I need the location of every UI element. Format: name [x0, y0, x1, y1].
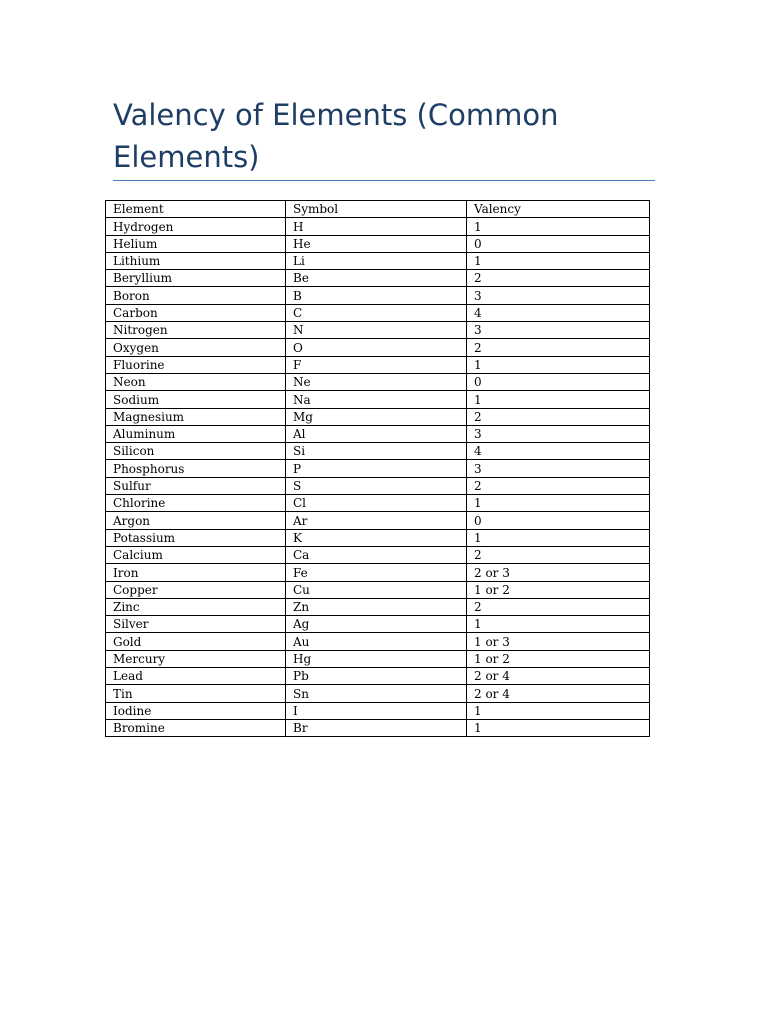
- table-row: [106, 460, 650, 477]
- symbol-cell: Hg: [286, 650, 467, 667]
- symbol-cell: O: [286, 339, 467, 356]
- valency-cell: 3: [467, 460, 650, 477]
- valency-table: [105, 200, 650, 737]
- valency-cell: 1: [467, 252, 650, 269]
- valency-cell: 0: [467, 235, 650, 252]
- symbol-cell: He: [286, 235, 467, 252]
- valency-cell: 4: [467, 304, 650, 321]
- element-cell: Neon: [106, 373, 286, 390]
- valency-cell: 2: [467, 546, 650, 563]
- symbol-cell: Ag: [286, 616, 467, 633]
- symbol-cell: Cl: [286, 495, 467, 512]
- symbol-cell: B: [286, 287, 467, 304]
- valency-cell: 0: [467, 373, 650, 390]
- element-cell: Sodium: [106, 391, 286, 408]
- valency-cell: 2: [467, 408, 650, 425]
- symbol-cell: N: [286, 322, 467, 339]
- page-title: Valency of Elements (Common Elements): [113, 98, 559, 174]
- table-row: [106, 512, 650, 529]
- table-row: [106, 529, 650, 546]
- element-cell: Hydrogen: [106, 218, 286, 235]
- table-row: [106, 650, 650, 667]
- table-row: [106, 425, 650, 442]
- table-row: [106, 408, 650, 425]
- symbol-cell: Si: [286, 443, 467, 460]
- symbol-cell: K: [286, 529, 467, 546]
- symbol-cell: Li: [286, 252, 467, 269]
- table-row: [106, 304, 650, 321]
- element-cell: Helium: [106, 235, 286, 252]
- element-cell: Chlorine: [106, 495, 286, 512]
- symbol-cell: Al: [286, 425, 467, 442]
- table-row: [106, 373, 650, 390]
- element-cell: Copper: [106, 581, 286, 598]
- table-row: [106, 339, 650, 356]
- element-cell: Potassium: [106, 529, 286, 546]
- table-row: [106, 235, 650, 252]
- valency-cell: 1: [467, 702, 650, 719]
- element-cell: Fluorine: [106, 356, 286, 373]
- element-cell: Calcium: [106, 546, 286, 563]
- table-row: [106, 443, 650, 460]
- element-cell: Lead: [106, 668, 286, 685]
- table-row: [106, 702, 650, 719]
- symbol-cell: Ar: [286, 512, 467, 529]
- valency-cell: 1: [467, 356, 650, 373]
- valency-cell: 1: [467, 495, 650, 512]
- valency-cell: 1: [467, 719, 650, 736]
- table-body: [106, 201, 650, 737]
- element-cell: Magnesium: [106, 408, 286, 425]
- element-cell: Carbon: [106, 304, 286, 321]
- valency-cell: 0: [467, 512, 650, 529]
- symbol-cell: Cu: [286, 581, 467, 598]
- valency-cell: 2: [467, 270, 650, 287]
- element-cell: Iodine: [106, 702, 286, 719]
- table-row: [106, 356, 650, 373]
- table-row: [106, 322, 650, 339]
- symbol-cell: H: [286, 218, 467, 235]
- element-cell: Argon: [106, 512, 286, 529]
- symbol-cell: I: [286, 702, 467, 719]
- element-cell: Nitrogen: [106, 322, 286, 339]
- symbol-cell: Ne: [286, 373, 467, 390]
- valency-cell: 1: [467, 529, 650, 546]
- symbol-cell: Pb: [286, 668, 467, 685]
- table-row: [106, 270, 650, 287]
- table-row: [106, 477, 650, 494]
- symbol-cell: Na: [286, 391, 467, 408]
- header-valency: Valency: [467, 201, 650, 218]
- element-cell: Oxygen: [106, 339, 286, 356]
- valency-cell: 1: [467, 391, 650, 408]
- table-row: [106, 252, 650, 269]
- valency-cell: 2: [467, 339, 650, 356]
- table-row: [106, 546, 650, 563]
- header-element: Element: [106, 201, 286, 218]
- element-cell: Beryllium: [106, 270, 286, 287]
- valency-cell: 2 or 3: [467, 564, 650, 581]
- symbol-cell: Br: [286, 719, 467, 736]
- symbol-cell: Be: [286, 270, 467, 287]
- title-underline: [113, 180, 655, 181]
- symbol-cell: Mg: [286, 408, 467, 425]
- table-row: [106, 719, 650, 736]
- element-cell: Aluminum: [106, 425, 286, 442]
- table-row: [106, 287, 650, 304]
- table-row: [106, 564, 650, 581]
- element-cell: Zinc: [106, 598, 286, 615]
- symbol-cell: Ca: [286, 546, 467, 563]
- element-cell: Tin: [106, 685, 286, 702]
- valency-cell: 1 or 3: [467, 633, 650, 650]
- symbol-cell: S: [286, 477, 467, 494]
- symbol-cell: Au: [286, 633, 467, 650]
- symbol-cell: C: [286, 304, 467, 321]
- symbol-cell: P: [286, 460, 467, 477]
- symbol-cell: Sn: [286, 685, 467, 702]
- valency-cell: 2 or 4: [467, 685, 650, 702]
- table-row: [106, 581, 650, 598]
- valency-cell: 3: [467, 322, 650, 339]
- element-cell: Silicon: [106, 443, 286, 460]
- element-cell: Lithium: [106, 252, 286, 269]
- table-row: [106, 598, 650, 615]
- symbol-cell: F: [286, 356, 467, 373]
- valency-cell: 4: [467, 443, 650, 460]
- valency-cell: 3: [467, 287, 650, 304]
- table-row: [106, 633, 650, 650]
- table-header-row: [106, 201, 650, 218]
- valency-cell: 1: [467, 616, 650, 633]
- element-cell: Phosphorus: [106, 460, 286, 477]
- element-cell: Iron: [106, 564, 286, 581]
- table-row: [106, 391, 650, 408]
- table-row: [106, 495, 650, 512]
- valency-cell: 2: [467, 477, 650, 494]
- valency-cell: 1: [467, 218, 650, 235]
- valency-cell: 1 or 2: [467, 581, 650, 598]
- symbol-cell: Zn: [286, 598, 467, 615]
- valency-cell: 3: [467, 425, 650, 442]
- valency-cell: 2: [467, 598, 650, 615]
- table-row: [106, 668, 650, 685]
- element-cell: Mercury: [106, 650, 286, 667]
- table-row: [106, 685, 650, 702]
- element-cell: Gold: [106, 633, 286, 650]
- element-cell: Silver: [106, 616, 286, 633]
- element-cell: Bromine: [106, 719, 286, 736]
- table-row: [106, 218, 650, 235]
- symbol-cell: Fe: [286, 564, 467, 581]
- header-symbol: Symbol: [286, 201, 467, 218]
- element-cell: Boron: [106, 287, 286, 304]
- valency-cell: 2 or 4: [467, 668, 650, 685]
- table-row: [106, 616, 650, 633]
- element-cell: Sulfur: [106, 477, 286, 494]
- valency-cell: 1 or 2: [467, 650, 650, 667]
